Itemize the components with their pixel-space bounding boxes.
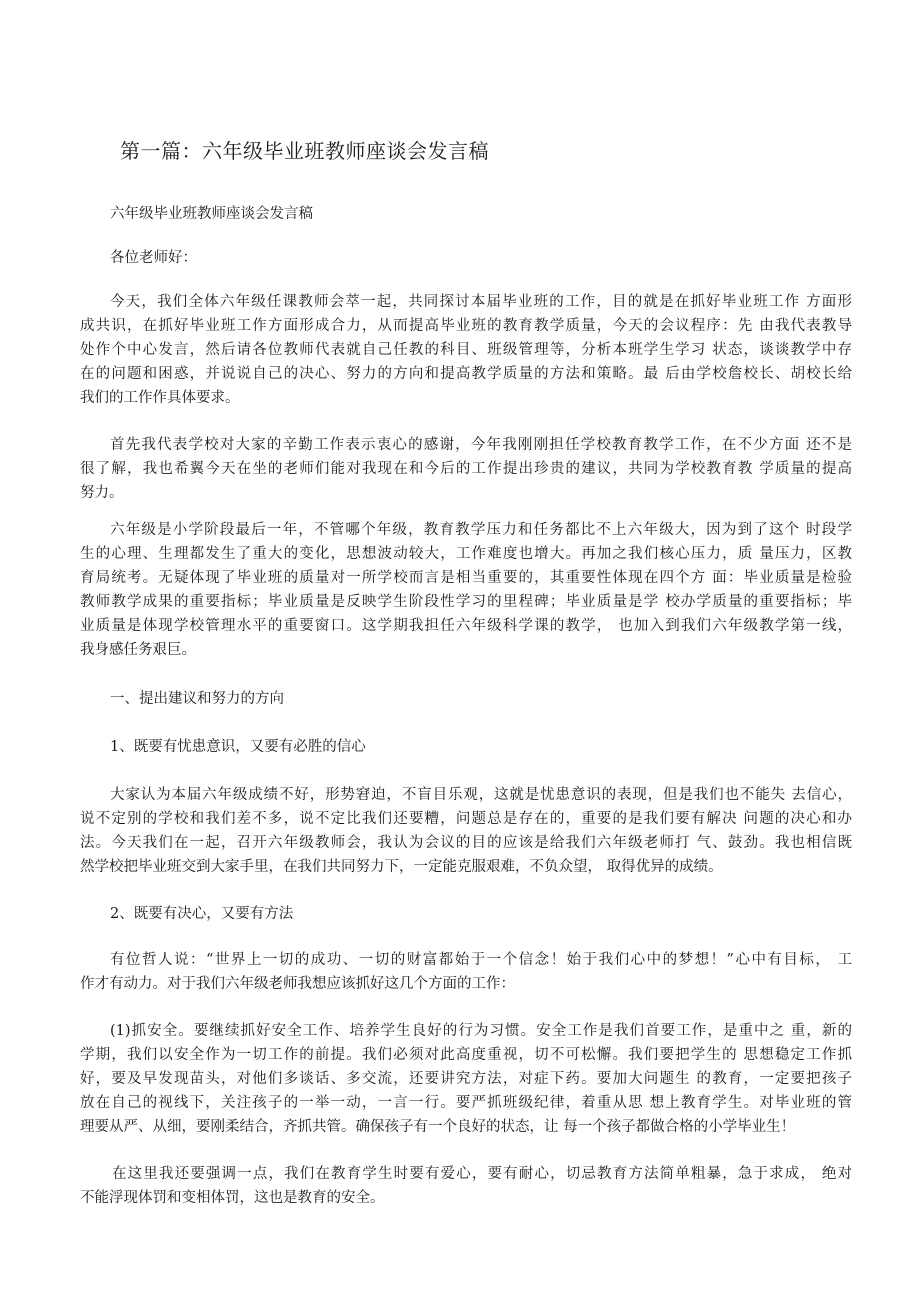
paragraph-line: 育局统考。无疑体现了毕业班的质量对一所学校而言是相当重要的，其重要性体现在四个方 面：毕业质量是检验 xyxy=(80,570,852,586)
document-subtitle: 六年级毕业班教师座谈会发言稿 xyxy=(110,206,313,222)
paragraph-line: 处作个中心发言，然后请各位教师代表就自己任教的科目、班级管理等，分析本班学生学习 状态，谈谈教学中存 xyxy=(80,342,852,358)
paragraph-line: 学期，我们以安全作为一切工作的前提。我们必须对此高度重视，切不可松懈。我们要把学生的 思想稳定工作抓 xyxy=(80,1047,852,1063)
paragraph-line: 说不定别的学校和我们差不多，说不定比我们还要糟，问题总是存在的，重要的是我们要有解决 问题的决心和办 xyxy=(80,811,852,827)
paragraph-line: 六年级是小学阶段最后一年，不管哪个年级，教育教学压力和任务都比不上六年级大，因为到了这个 时段学 xyxy=(110,522,852,538)
paragraph-line: 好，要及早发现苗头，对他们多谈话、多交流，还要讲究方法，对症下药。要加大问题生 的教育，一定要把孩子 xyxy=(80,1071,852,1087)
paragraph-line: 在这里我还要强调一点，我们在教育学生时要有爱心，要有耐心，切忌教育方法简单粗暴，急于求成， 绝对 xyxy=(112,1166,852,1182)
paragraph-line: (1)抓安全。要继续抓好安全工作、培养学生良好的行为习惯。安全工作是我们首要工作，是重中之 重，新的 xyxy=(110,1023,852,1039)
subsection-heading: 1、既要有忧患意识，又要有必胜的信心 xyxy=(110,739,366,755)
paragraph-line: 生的心理、生理都发生了重大的变化，思想波动较大，工作难度也增大。再加之我们核心压力，质 量压力，区教 xyxy=(80,546,852,562)
paragraph-line: 我们的工作作具体要求。 xyxy=(80,390,240,406)
paragraph-line: 然学校把毕业班交到大家手里，在我们共同努力下，一定能克服艰难，不负众望， 取得优异的成绩。 xyxy=(80,859,723,875)
paragraph-line: 今天，我们全体六年级任课教师会萃一起，共同探讨本届毕业班的工作，目的就是在抓好毕业班工作 方面形 xyxy=(110,294,852,310)
paragraph-line: 理要从严、从细，要刚柔结合，齐抓共管。确保孩子有一个良好的状态，让 每一个孩子都做合格的小学毕业生！ xyxy=(80,1119,796,1135)
subsection-heading: 2、既要有决心，又要有方法 xyxy=(110,906,294,922)
paragraph-line: 作才有动力。对于我们六年级老师我想应该抓好这几个方面的工作： xyxy=(80,976,515,992)
paragraph-line: 成共识，在抓好毕业班工作方面形成合力，从而提高毕业班的教育教学质量，今天的会议程序：先 由我代表教导 xyxy=(80,318,852,334)
paragraph-line: 不能浮现体罚和变相体罚，这也是教育的安全。 xyxy=(80,1190,385,1206)
paragraph-line: 在的问题和困惑，并说说自己的决心、努力的方向和提高教学质量的方法和策略。最 后由学校詹校长、胡校长给 xyxy=(80,366,852,382)
paragraph-line: 我身感任务艰巨。 xyxy=(80,642,196,658)
paragraph-line: 首先我代表学校对大家的辛勤工作表示衷心的感谢，今年我刚刚担任学校教育教学工作，在不少方面 还不是 xyxy=(110,437,852,453)
section-heading: 一、提出建议和努力的方向 xyxy=(110,691,284,707)
paragraph-line: 教师教学成果的重要指标；毕业质量是反映学生阶段性学习的里程碑；毕业质量是学 校办学质量的重要指标；毕 xyxy=(80,594,852,610)
paragraph-line: 有位哲人说：“世界上一切的成功、一切的财富都始于一个信念！始于我们心中的梦想！”心中有目标， 工 xyxy=(110,952,852,968)
document-title: 第一篇：六年级毕业班教师座谈会发言稿 xyxy=(120,139,489,163)
paragraph-line: 业质量是体现学校管理水平的重要窗口。这学期我担任六年级科学课的教学， 也加入到我们六年级教学第一线， xyxy=(80,618,852,634)
greeting: 各位老师好： xyxy=(110,250,197,266)
paragraph-line: 大家认为本届六年级成绩不好，形势窘迫，不盲目乐观，这就是忧患意识的表现，但是我们也不能失 去信心， xyxy=(110,787,852,803)
paragraph-line: 法。今天我们在一起，召开六年级教师会，我认为会议的目的应该是给我们六年级老师打 气、鼓劲。我也相信既 xyxy=(80,835,852,851)
paragraph-line: 很了解，我也希翼今天在坐的老师们能对我现在和今后的工作提出珍贵的建议，共同为学校教育教 学质量的提高 xyxy=(80,461,852,477)
paragraph-line: 放在自己的视线下，关注孩子的一举一动，一言一行。要严抓班级纪律，着重从思 想上教育学生。对毕业班的管 xyxy=(80,1095,852,1111)
paragraph-line: 努力。 xyxy=(80,485,124,501)
